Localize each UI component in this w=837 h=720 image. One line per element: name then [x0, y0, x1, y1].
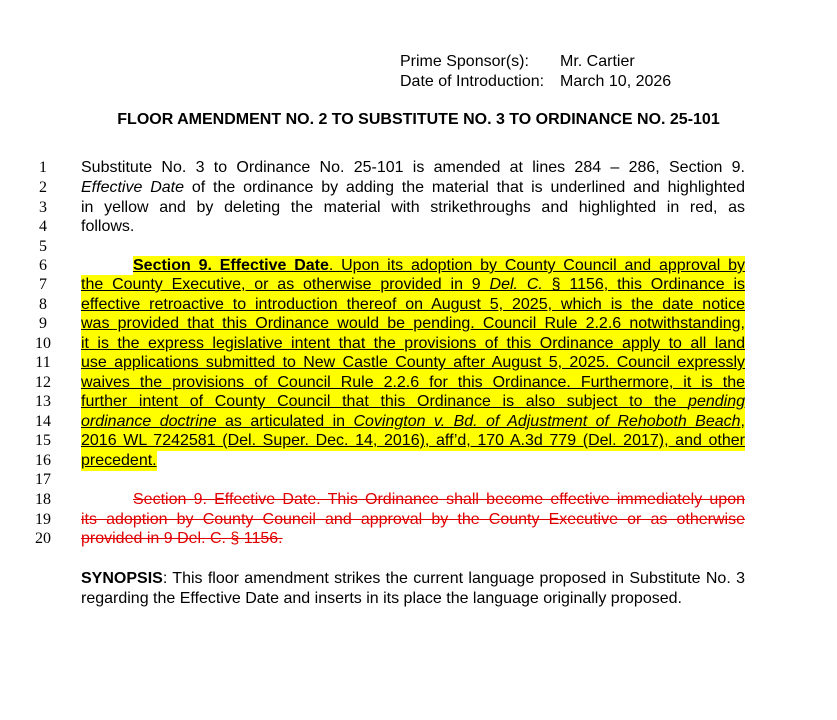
inserted-text: waives the provisions of Council Rule 2.2.6 for this Ordinance. Furthermore, it is the	[81, 374, 745, 391]
intro-text: in yellow and by deleting the material with strikethroughs and highlighted in red, as	[81, 199, 745, 216]
document-line-1	[0, 158, 837, 178]
document-line-2	[0, 178, 837, 198]
document-line-18	[0, 490, 837, 510]
inserted-text: further intent of County Council that this Ordinance is also subject to the pending	[81, 393, 745, 410]
inserted-section-heading: Section 9. Effective Date	[133, 257, 329, 274]
inserted-text: it is the express legislative intent that the provisions of this Ordinance apply to all land	[81, 335, 745, 352]
deleted-text: its adoption by County Council and approval by the County Executive or as otherwise	[81, 511, 745, 528]
document-line-15	[0, 431, 837, 451]
document-line-7	[0, 275, 837, 295]
line-number: 14	[35, 413, 51, 430]
synopsis-label: SYNOPSIS	[81, 570, 163, 587]
inserted-text: effective retroactive to introduction thereof on August 5, 2025, which is the date notice	[81, 296, 745, 313]
document-line-16	[0, 451, 837, 471]
line-number: 8	[39, 296, 47, 313]
synopsis-text: : This floor amendment strikes the current language proposed in Substitute No. 3 regarding the Effective Date and inserts in its place the language originally proposed.	[81, 570, 745, 607]
line-number: 7	[39, 276, 47, 293]
line-number: 9	[39, 315, 47, 332]
line-number: 3	[39, 199, 47, 216]
inserted-text: ordinance doctrine as articulated in Covington v. Bd. of Adjustment of Rehoboth Beach,	[81, 413, 745, 430]
document-line-3	[0, 198, 837, 218]
document-line-12	[0, 373, 837, 393]
synopsis	[81, 569, 745, 608]
line-number: 13	[35, 393, 51, 410]
deleted-text: Section 9. Effective Date. This Ordinance shall become effective immediately upon	[133, 491, 745, 508]
line-number: 5	[39, 238, 47, 255]
line-number: 18	[35, 491, 51, 508]
document-line-8	[0, 295, 837, 315]
inserted-text: was provided that this Ordinance would be pending. Council Rule 2.2.6 notwithstanding,	[81, 315, 745, 332]
inserted-text: precedent.	[81, 452, 157, 469]
document-line-6	[0, 256, 837, 276]
line-number: 12	[35, 374, 51, 391]
document-line-4	[0, 217, 837, 237]
document-line-11	[0, 353, 837, 373]
line-number: 16	[35, 452, 51, 469]
line-number: 2	[39, 179, 47, 196]
document-line-20	[0, 529, 837, 549]
intro-text: follows.	[81, 218, 135, 235]
document-line-19	[0, 510, 837, 530]
document-line-13	[0, 392, 837, 412]
introduction-date-row	[400, 72, 671, 92]
document-line-9	[0, 314, 837, 334]
inserted-text: use applications submitted to New Castle County after August 5, 2025. Council expressly	[81, 354, 745, 371]
inserted-text: Section 9. Effective Date. Upon its adoption by County Council and approval by	[133, 257, 746, 274]
line-number: 10	[35, 335, 51, 352]
line-number: 1	[39, 159, 47, 176]
line-number: 15	[35, 432, 51, 449]
document-line-5	[0, 237, 837, 257]
inserted-text: 2016 WL 7242581 (Del. Super. Dec. 14, 2016), aff’d, 170 A.3d 779 (Del. 2017), and other	[81, 432, 745, 449]
prime-sponsor-label: Prime Sponsor(s):	[400, 53, 529, 70]
line-number: 4	[39, 218, 47, 235]
prime-sponsor-value: Mr. Cartier	[560, 53, 635, 70]
intro-text: Substitute No. 3 to Ordinance No. 25-101 is amended at lines 284 – 286, Section 9.	[81, 159, 745, 176]
line-number: 20	[35, 530, 51, 547]
sponsor-block	[400, 52, 671, 92]
document-title: FLOOR AMENDMENT NO. 2 TO SUBSTITUTE NO. 3 TO ORDINANCE NO. 25-101	[117, 111, 720, 128]
line-number: 11	[35, 354, 51, 371]
introduction-date-label: Date of Introduction:	[400, 73, 545, 90]
line-number: 6	[39, 257, 47, 274]
line-number: 17	[35, 471, 51, 488]
inserted-text: the County Executive, or as otherwise provided in 9 Del. C. § 1156, this Ordinance is	[81, 276, 746, 293]
line-number: 19	[35, 511, 51, 528]
document-line-17	[0, 470, 837, 490]
introduction-date-value: March 10, 2026	[560, 73, 672, 90]
document-line-10	[0, 334, 837, 354]
prime-sponsor-row	[400, 52, 671, 72]
intro-text: Effective Date of the ordinance by adding the material that is underlined and highlighted	[81, 179, 746, 196]
document-line-14	[0, 412, 837, 432]
deleted-text: provided in 9 Del. C. § 1156.	[81, 530, 283, 547]
